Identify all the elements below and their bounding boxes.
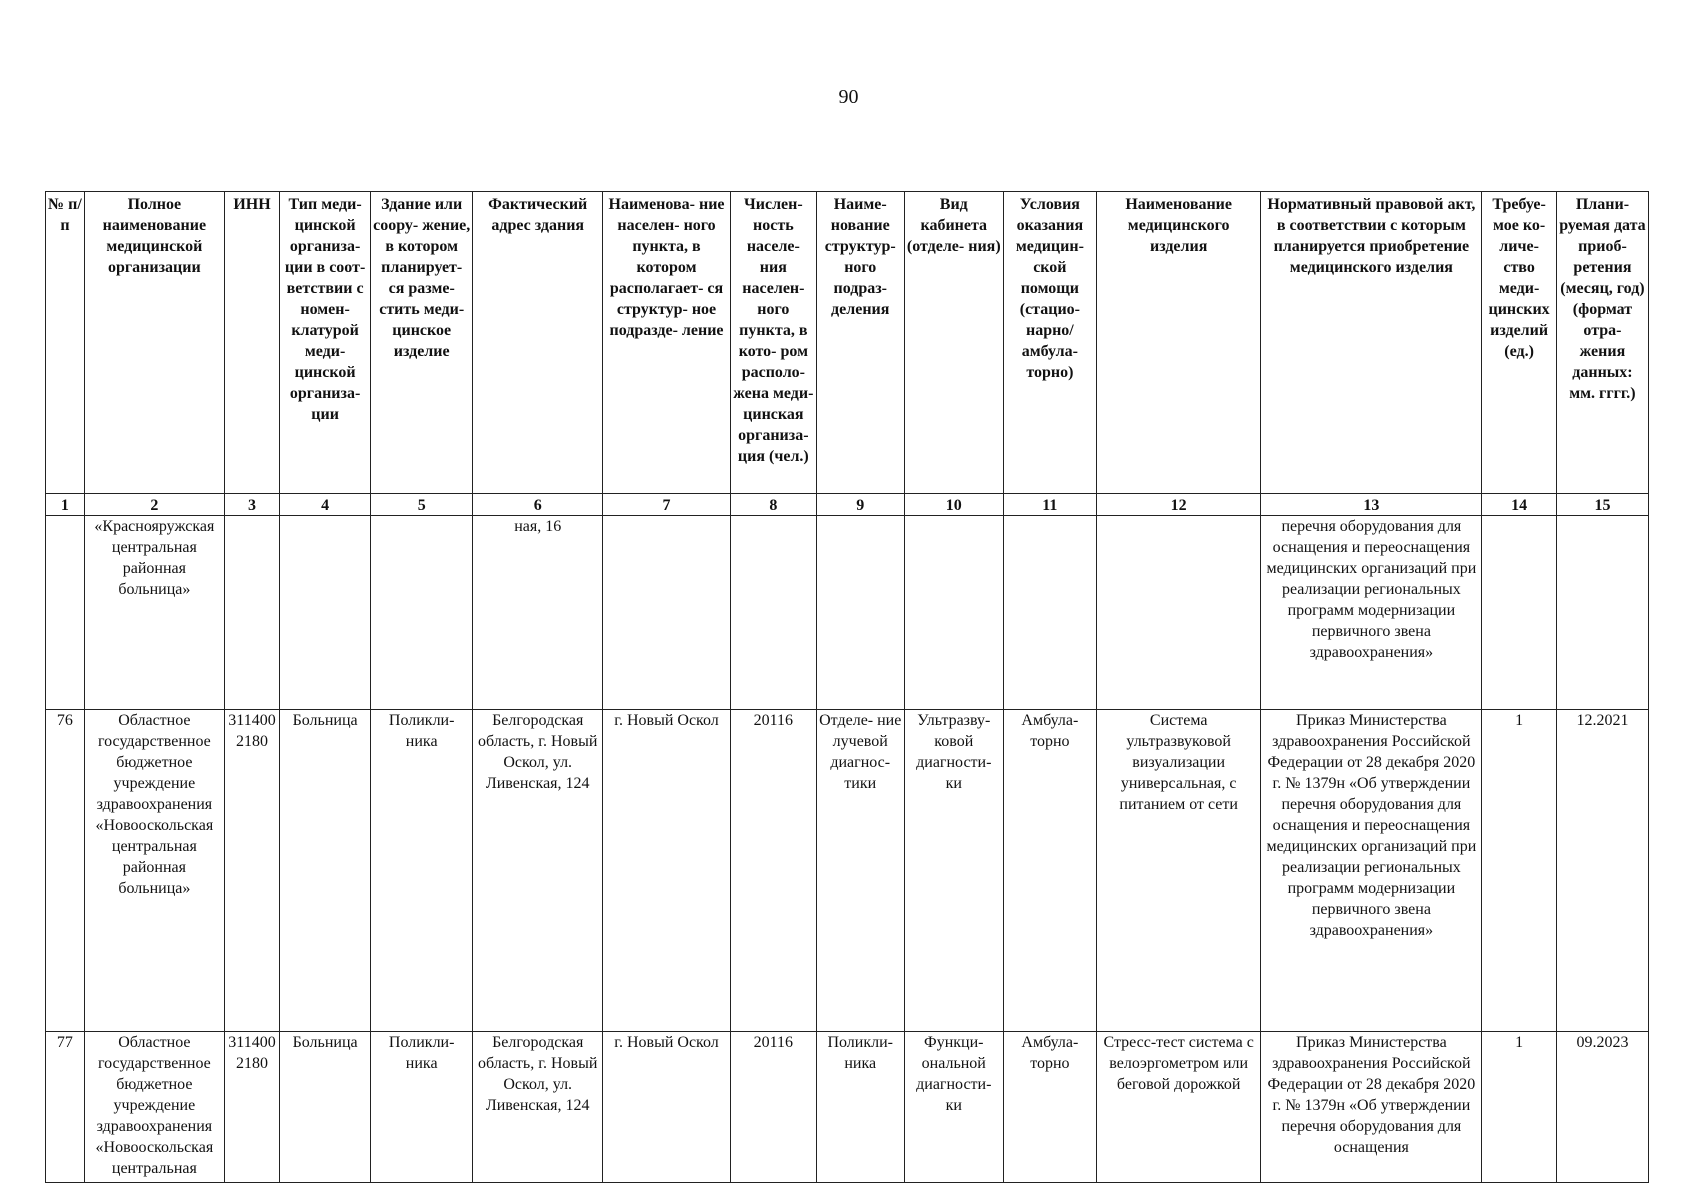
column-number: 14 — [1482, 494, 1557, 516]
header-cell-cabinet: Вид кабинета (отделе- ния) — [904, 192, 1003, 494]
header-cell-num: № п/п — [46, 192, 85, 494]
cell-type: Больница — [280, 710, 371, 1032]
column-number: 8 — [730, 494, 816, 516]
header-cell-settlement: Наименова- ние населен- ного пункта, в котором располагает- ся структур- ное подразде- ление — [603, 192, 731, 494]
header-cell-population: Числен- ность населе- ния населен- ного пункта, в кото- ром располо- жена меди- цинская организа- ция (чел.) — [730, 192, 816, 494]
equipment-table — [45, 191, 1649, 1183]
cell-settlement: г. Новый Оскол — [603, 710, 731, 1032]
page-number: 90 — [838, 86, 859, 108]
cell-inn — [224, 516, 279, 710]
cell-num: 76 — [46, 710, 85, 1032]
cell-type: Больница — [280, 1032, 371, 1183]
header-cell-building: Здание или соору- жение, в котором планирует- ся разме- стить меди- цинское изделие — [371, 192, 473, 494]
cell-cabinet: Ультразву- ковой диагности- ки — [904, 710, 1003, 1032]
column-number: 2 — [84, 494, 224, 516]
cell-building — [371, 516, 473, 710]
column-number: 1 — [46, 494, 85, 516]
header-cell-qty: Требуе- мое ко- личе- ство меди- цинских изделий (ед.) — [1482, 192, 1557, 494]
cell-act: Приказ Министерства здравоохранения Российской Федерации от 28 декабря 2020 г. № 1379н «Об утверждении перечня оборудования для оснащения и переоснащения медицинских организаций при реализации региональных программ модернизации первичного звена здравоохранения» — [1261, 710, 1482, 1032]
column-number: 11 — [1003, 494, 1096, 516]
column-number: 9 — [816, 494, 904, 516]
cell-num — [46, 516, 85, 710]
table-row — [46, 710, 1649, 1032]
column-number: 7 — [603, 494, 731, 516]
column-number: 4 — [280, 494, 371, 516]
cell-org: Областное государственное бюджетное учреждение здравоохранения «Новооскольская центральная районная больница» — [84, 710, 224, 1032]
cell-device: Система ультразвуковой визуализации универсальная, с питанием от сети — [1096, 710, 1261, 1032]
cell-act: Приказ Министерства здравоохранения Российской Федерации от 28 декабря 2020 г. № 1379н «Об утверждении перечня оборудования для оснащения — [1261, 1032, 1482, 1183]
cell-inn: 311400 2180 — [224, 710, 279, 1032]
cell-date — [1556, 516, 1648, 710]
cell-unit — [816, 516, 904, 710]
cell-population: 20116 — [730, 1032, 816, 1183]
column-number: 13 — [1261, 494, 1482, 516]
column-number: 12 — [1096, 494, 1261, 516]
table-row — [46, 1032, 1649, 1183]
cell-act: перечня оборудования для оснащения и переоснащения медицинских организаций при реализации региональных программ модернизации первичного звена здравоохранения» — [1261, 516, 1482, 710]
column-number: 3 — [224, 494, 279, 516]
cell-address: ная, 16 — [473, 516, 603, 710]
column-number-row — [46, 494, 1649, 516]
header-cell-conditions: Условия оказания медицин- ской помощи (стацио- нарно/ амбула- торно) — [1003, 192, 1096, 494]
cell-conditions: Амбула- торно — [1003, 710, 1096, 1032]
cell-settlement — [603, 516, 731, 710]
cell-device: Стресс-тест система с велоэргометром или беговой дорожкой — [1096, 1032, 1261, 1183]
cell-unit: Отделе- ние лучевой диагнос- тики — [816, 710, 904, 1032]
table-row — [46, 516, 1649, 710]
cell-building: Поликли- ника — [371, 710, 473, 1032]
cell-population: 20116 — [730, 710, 816, 1032]
cell-address: Белгородская область, г. Новый Оскол, ул. Ливенская, 124 — [473, 1032, 603, 1183]
cell-conditions: Амбула- торно — [1003, 1032, 1096, 1183]
cell-num: 77 — [46, 1032, 85, 1183]
cell-building: Поликли- ника — [371, 1032, 473, 1183]
cell-address: Белгородская область, г. Новый Оскол, ул. Ливенская, 124 — [473, 710, 603, 1032]
cell-cabinet: Функци- ональной диагности- ки — [904, 1032, 1003, 1183]
header-cell-inn: ИНН — [224, 192, 279, 494]
header-cell-org: Полное наименование медицинской организации — [84, 192, 224, 494]
cell-org: Областное государственное бюджетное учреждение здравоохранения «Новооскольская центральная — [84, 1032, 224, 1183]
cell-date: 09.2023 — [1556, 1032, 1648, 1183]
cell-cabinet — [904, 516, 1003, 710]
header-cell-device: Наименование медицинского изделия — [1096, 192, 1261, 494]
header-cell-address: Фактический адрес здания — [473, 192, 603, 494]
cell-qty: 1 — [1482, 710, 1557, 1032]
header-cell-date: Плани- руемая дата приоб- ретения (месяц, год) (формат отра- жения данных: мм. гггг.) — [1556, 192, 1648, 494]
cell-conditions — [1003, 516, 1096, 710]
column-number: 6 — [473, 494, 603, 516]
header-cell-unit: Наиме- нование структур- ного подраз- деления — [816, 192, 904, 494]
cell-type — [280, 516, 371, 710]
column-number: 15 — [1556, 494, 1648, 516]
header-cell-type: Тип меди- цинской организа- ции в соот- ветствии с номен- клатурой меди- цинской организа- ции — [280, 192, 371, 494]
header-cell-act: Нормативный правовой акт, в соответствии с которым планируется приобретение медицинского изделия — [1261, 192, 1482, 494]
column-number: 5 — [371, 494, 473, 516]
cell-qty: 1 — [1482, 1032, 1557, 1183]
cell-population — [730, 516, 816, 710]
cell-unit: Поликли- ника — [816, 1032, 904, 1183]
header-row — [46, 192, 1649, 494]
cell-qty — [1482, 516, 1557, 710]
cell-org: «Краснояружская центральная районная больница» — [84, 516, 224, 710]
cell-date: 12.2021 — [1556, 710, 1648, 1032]
cell-inn: 311400 2180 — [224, 1032, 279, 1183]
cell-settlement: г. Новый Оскол — [603, 1032, 731, 1183]
cell-device — [1096, 516, 1261, 710]
column-number: 10 — [904, 494, 1003, 516]
